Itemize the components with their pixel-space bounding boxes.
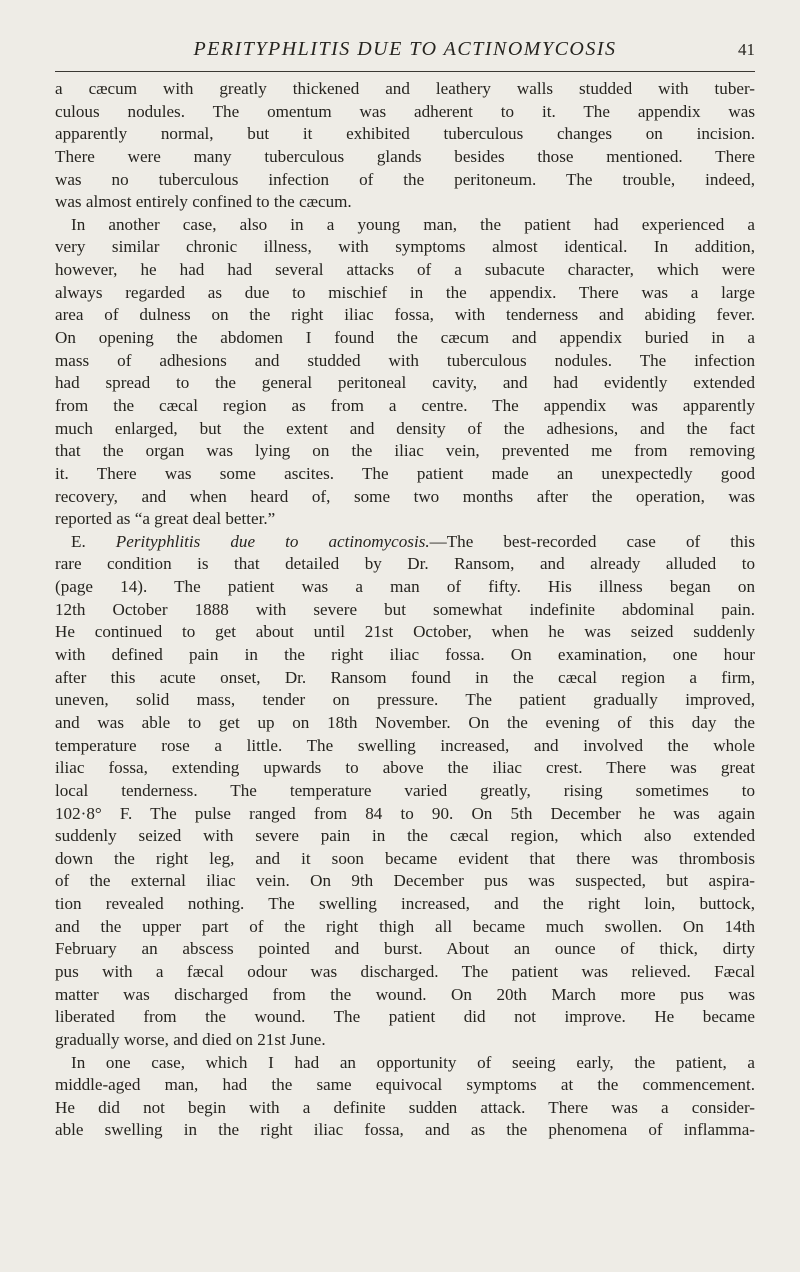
text-line: He continued to get about until 21st October, when he was seized suddenly [55, 622, 755, 642]
text-line: was no tuberculous infection of the peritoneum. The trouble, indeed, [55, 169, 755, 189]
text-line: much enlarged, but the extent and density of the adhesions, and the fact [55, 418, 755, 438]
text-line: however, he had had several attacks of a subacute character, which were [55, 260, 755, 280]
text-line: There were many tuberculous glands besides those mentioned. There [55, 146, 755, 166]
text-line: after this acute onset, Dr. Ransom found in the cæcal region a firm, [55, 667, 755, 687]
text-line: had spread to the general peritoneal cavity, and had evidently extended [55, 373, 755, 393]
text-line: temperature rose a little. The swelling increased, and involved the whole [55, 735, 755, 755]
text-line: matter was discharged from the wound. On 20th March more pus was [55, 984, 755, 1004]
text-line: He did not begin with a definite sudden attack. There was a consider- [55, 1097, 755, 1117]
text-line: reported as “a great deal better.” [55, 509, 276, 529]
text-line: liberated from the wound. The patient did not improve. He became [55, 1007, 755, 1027]
text-fragment: —The best-recorded case of this [429, 531, 755, 551]
text-line: always regarded as due to mischief in the appendix. There was a large [55, 282, 755, 302]
page-number: 41 [738, 40, 755, 59]
text-line: (page 14). The patient was a man of fifty. His illness began on [55, 577, 755, 597]
text-line: uneven, solid mass, tender on pressure. The patient gradually improved, [55, 690, 755, 710]
text-line: very similar chronic illness, with symptoms almost identical. In addition, [55, 237, 755, 257]
text-line: In one case, which I had an opportunity of seeing early, the patient, a [71, 1052, 755, 1072]
text-line: able swelling in the right iliac fossa, and as the phenomena of inflamma- [55, 1120, 755, 1140]
running-head [55, 38, 755, 68]
text-line: In another case, also in a young man, the patient had experienced a [71, 214, 755, 234]
text-line: down the right leg, and it soon became evident that there was thrombosis [55, 848, 755, 868]
section-letter: E. [71, 531, 86, 551]
text-line: mass of adhesions and studded with tuberculous nodules. The infection [55, 350, 755, 370]
text-line: rare condition is that detailed by Dr. Ransom, and already alluded to [55, 554, 755, 574]
text-line: recovery, and when heard of, some two months after the operation, was [55, 486, 755, 506]
text-line: 12th October 1888 with severe but somewhat indefinite abdominal pain. [55, 599, 755, 619]
text-line: pus with a fæcal odour was discharged. The patient was relieved. Fæcal [55, 961, 755, 981]
text-line: On opening the abdomen I found the cæcum and appendix buried in a [55, 328, 755, 348]
text-line: gradually worse, and died on 21st June. [55, 1029, 326, 1049]
text-line: suddenly seized with severe pain in the cæcal region, which also extended [55, 826, 755, 846]
text-line: that the organ was lying on the iliac vein, prevented me from removing [55, 441, 755, 461]
header-rule [55, 71, 755, 72]
text-line: 102·8° F. The pulse ranged from 84 to 90. On 5th December he was again [55, 803, 755, 823]
text-line: area of dulness on the right iliac fossa, with tenderness and abiding fever. [55, 305, 755, 325]
text-line: apparently normal, but it exhibited tuberculous changes on incision. [55, 124, 755, 144]
text-line: culous nodules. The omentum was adherent to it. The appendix was [55, 101, 755, 121]
text-line: local tenderness. The temperature varied greatly, rising sometimes to [55, 780, 755, 800]
body-text [55, 78, 755, 1142]
text-line: a cæcum with greatly thickened and leathery walls studded with tuber- [55, 79, 755, 98]
section-heading-line [55, 531, 755, 554]
text-line: of the external iliac vein. On 9th December pus was suspected, but aspira- [55, 871, 755, 891]
text-line: was almost entirely confined to the cæcum. [55, 192, 352, 212]
text-line: it. There was some ascites. The patient made an unexpectedly good [55, 463, 755, 483]
text-line: middle-aged man, had the same equivocal symptoms at the commencement. [55, 1075, 755, 1095]
text-line: February an abscess pointed and burst. About an ounce of thick, dirty [55, 939, 755, 959]
text-line: and was able to get up on 18th November. On the evening of this day the [55, 712, 755, 732]
running-title: PERITYPHLITIS DUE TO ACTINOMYCOSIS [193, 38, 617, 60]
text-line: from the cæcal region as from a centre. The appendix was apparently [55, 395, 755, 415]
text-line: iliac fossa, extending upwards to above the iliac crest. There was great [55, 758, 755, 778]
section-title: Perityphlitis due to actinomycosis. [115, 531, 430, 551]
text-line: with defined pain in the right iliac fossa. On examination, one hour [55, 645, 755, 665]
text-line: tion revealed nothing. The swelling increased, and the right loin, buttock, [55, 894, 755, 914]
text-line: and the upper part of the right thigh all became much swollen. On 14th [55, 916, 755, 936]
